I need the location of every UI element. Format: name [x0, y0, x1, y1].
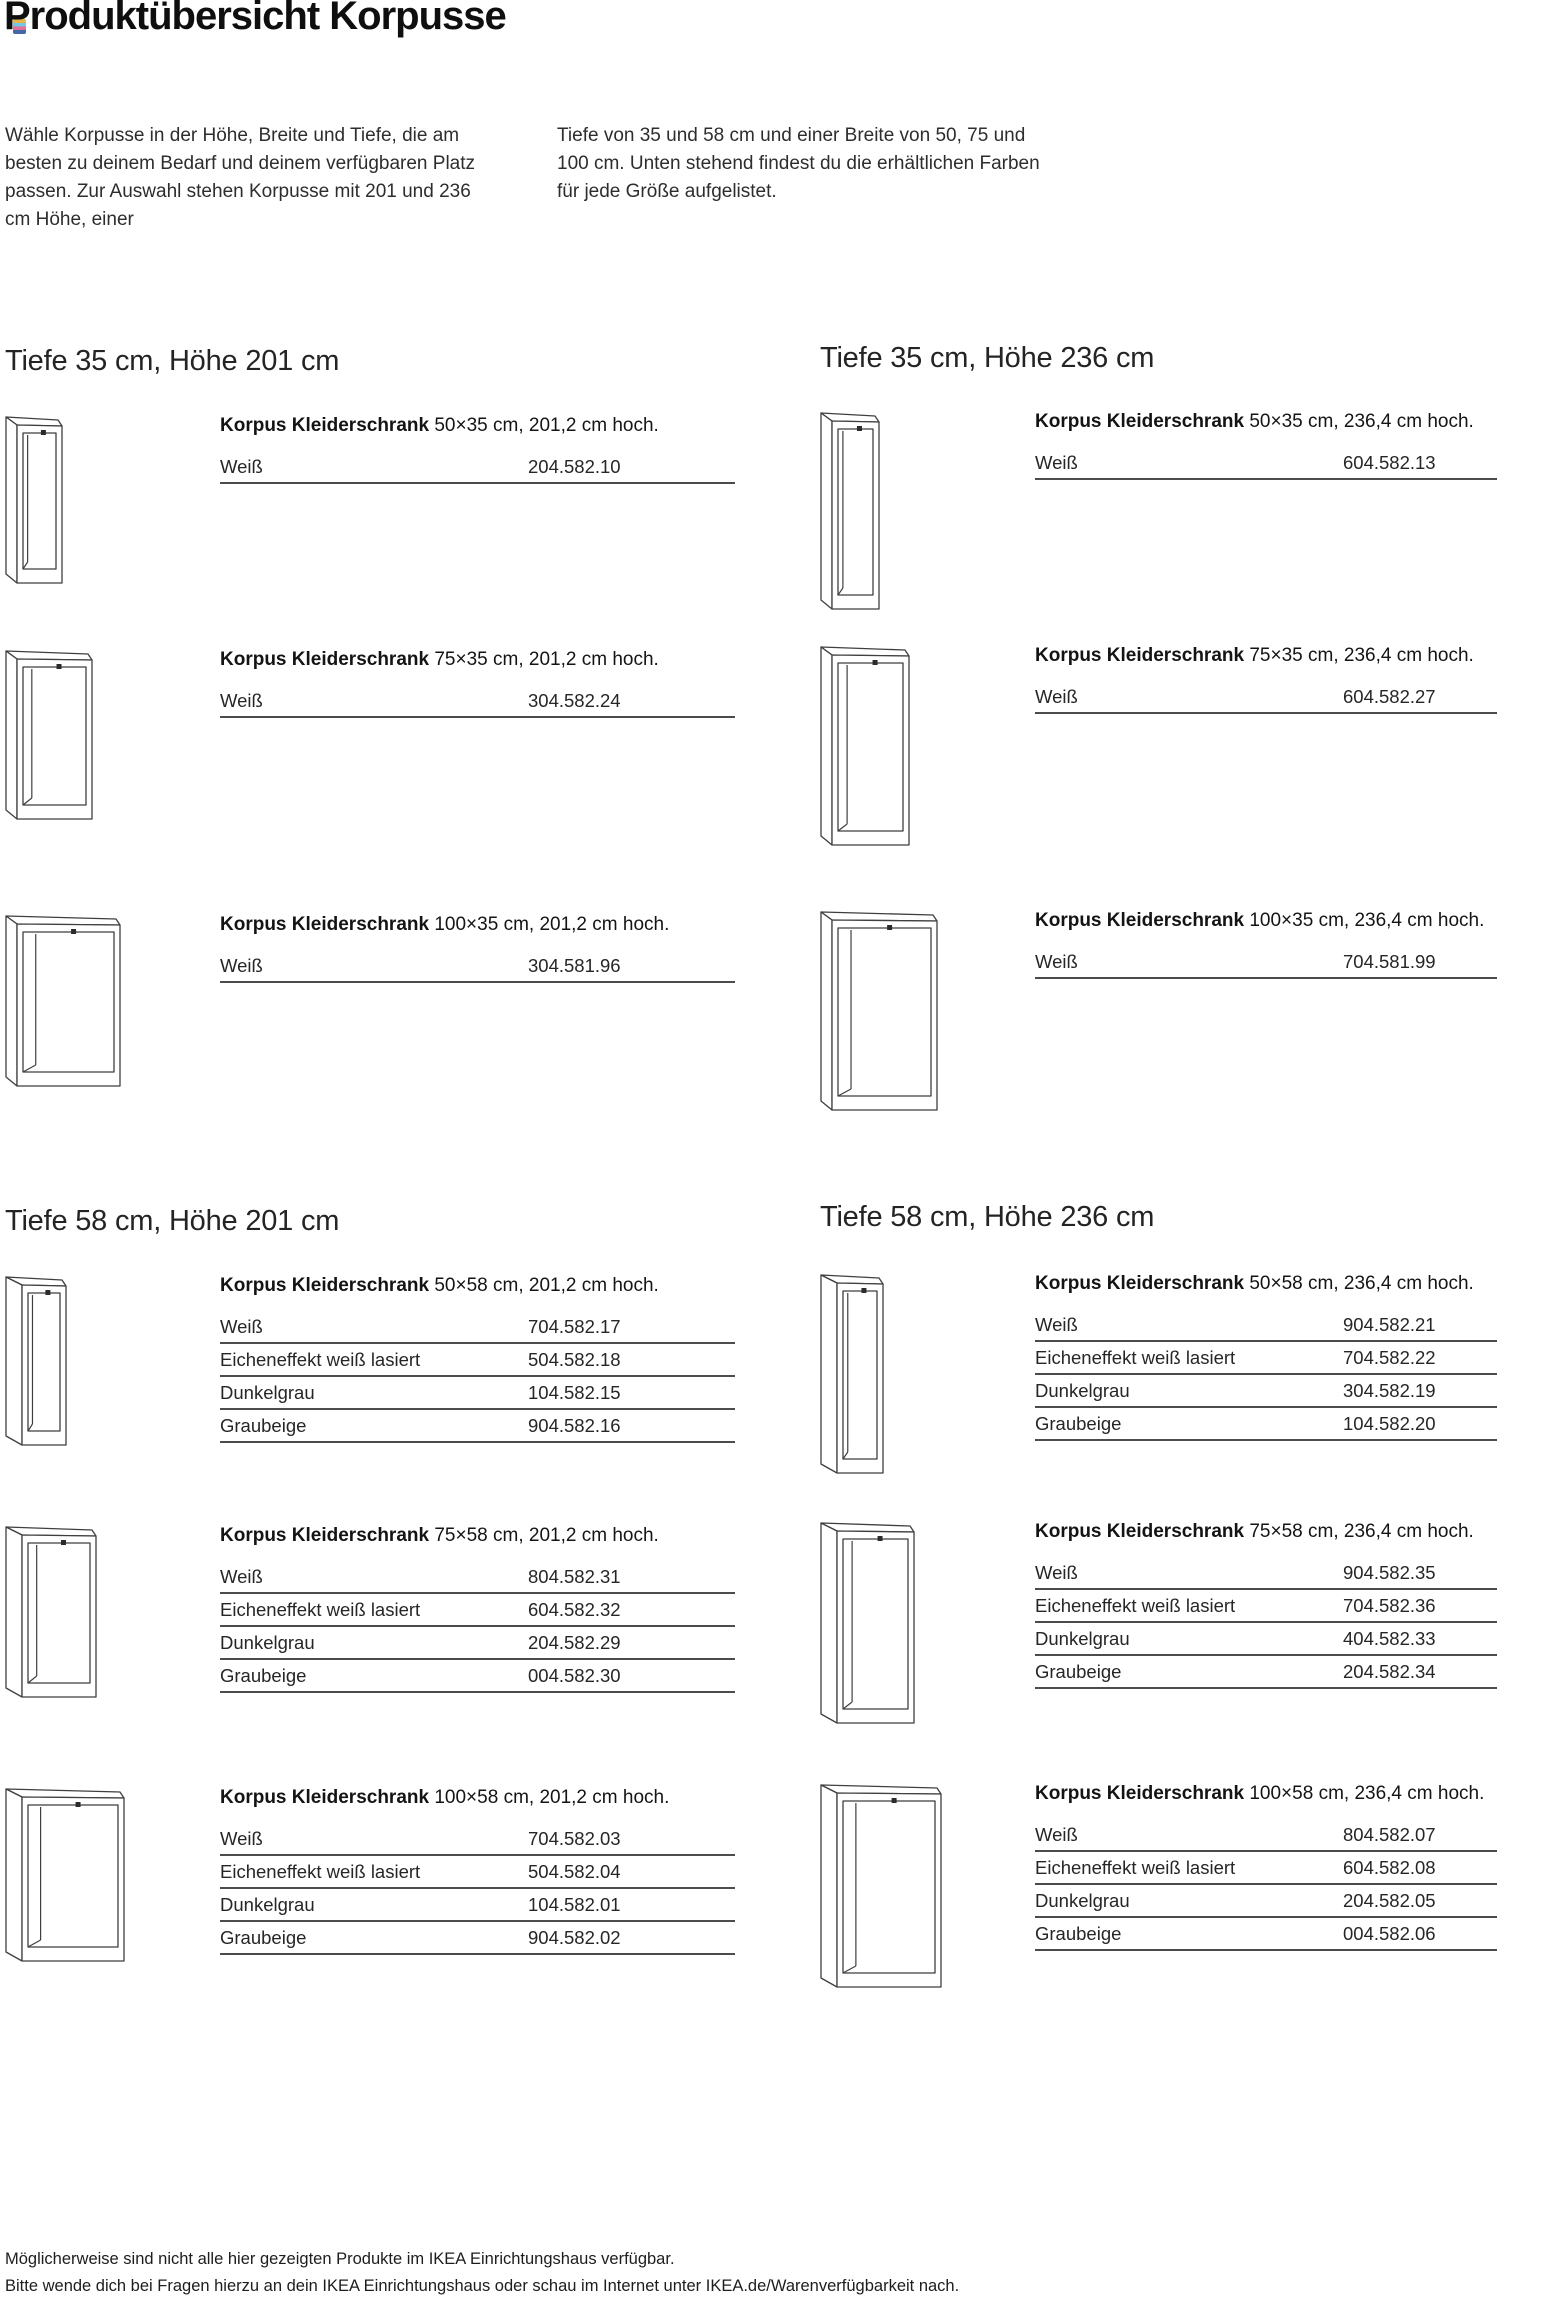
- wardrobe-frame-icon: [820, 1274, 884, 1479]
- product-title: [1035, 1782, 1497, 1819]
- color-label: Weiß: [1035, 686, 1078, 707]
- section-heading-t58-h201: Tiefe 58 cm, Höhe 201 cm: [5, 1205, 340, 1237]
- article-number: 204.582.10: [528, 456, 621, 477]
- article-number: 904.582.02: [528, 1927, 621, 1948]
- article-number: 604.582.08: [1343, 1857, 1436, 1878]
- footer-line: Möglicherweise sind nicht alle hier gezeigten Produkte im IKEA Einrichtungshaus verfügbar.: [5, 2250, 675, 2268]
- color-row: [220, 1410, 735, 1443]
- color-label: Weiß: [220, 690, 263, 711]
- color-row: [1035, 1342, 1497, 1375]
- product-name: Korpus Kleiderschrank: [220, 1787, 430, 1808]
- color-label: Dunkelgrau: [1035, 1890, 1130, 1911]
- footer: [5, 2246, 959, 2300]
- product-name: Korpus Kleiderschrank: [1035, 645, 1245, 666]
- wardrobe-frame-icon: [5, 1788, 125, 1967]
- color-label: Eicheneffekt weiß lasiert: [1035, 1347, 1236, 1368]
- color-label: Weiß: [1035, 1824, 1078, 1845]
- color-label: Eicheneffekt weiß lasiert: [1035, 1857, 1236, 1878]
- color-label: Eicheneffekt weiß lasiert: [1035, 1595, 1236, 1616]
- product-info: [220, 913, 735, 983]
- product-title: [220, 414, 735, 451]
- wardrobe-frame-icon: [5, 650, 93, 825]
- article-number: 604.582.13: [1343, 452, 1436, 473]
- color-row: [1035, 1375, 1497, 1408]
- product-info: [1035, 1520, 1497, 1689]
- article-number: 804.582.31: [528, 1566, 621, 1587]
- product-title: [1035, 1272, 1497, 1309]
- article-number: 104.582.15: [528, 1382, 621, 1403]
- product-info: [1035, 1272, 1497, 1441]
- product-title: [1035, 909, 1497, 946]
- color-row: [1035, 1918, 1497, 1951]
- color-row: [1035, 1656, 1497, 1689]
- product-title: [1035, 410, 1497, 447]
- article-number: 504.582.18: [528, 1349, 621, 1370]
- product-size: 50×58 cm, 201,2 cm hoch.: [434, 1275, 659, 1296]
- color-label: Dunkelgrau: [220, 1382, 315, 1403]
- footer-line: Bitte wende dich bei Fragen hierzu an dein IKEA Einrichtungshaus oder schau im Internet unter IKEA.de/Warenverfügbarkeit nach.: [5, 2277, 960, 2295]
- product-name: Korpus Kleiderschrank: [220, 1275, 430, 1296]
- product-name: Korpus Kleiderschrank: [220, 914, 430, 935]
- article-number: 004.582.06: [1343, 1923, 1436, 1944]
- product-title: [220, 648, 735, 685]
- color-label: Dunkelgrau: [1035, 1380, 1130, 1401]
- wardrobe-frame-icon: [5, 1276, 67, 1451]
- color-label: Weiß: [220, 456, 263, 477]
- article-number: 704.582.03: [528, 1828, 621, 1849]
- color-label: Weiß: [220, 1566, 263, 1587]
- color-row: [220, 1856, 735, 1889]
- color-label: Dunkelgrau: [220, 1894, 315, 1915]
- section-heading-t35-h236: Tiefe 35 cm, Höhe 236 cm: [820, 342, 1155, 374]
- wardrobe-frame-icon: [5, 416, 63, 589]
- article-number: 204.582.05: [1343, 1890, 1436, 1911]
- color-row: [1035, 1885, 1497, 1918]
- article-number: 704.581.99: [1343, 951, 1436, 972]
- product-title: [1035, 644, 1497, 681]
- color-row: [1035, 1309, 1497, 1342]
- color-row: [220, 1660, 735, 1693]
- product-name: Korpus Kleiderschrank: [220, 649, 430, 670]
- intro-paragraph-left: Wähle Korpusse in der Höhe, Breite und Tiefe, die am besten zu deinem Bedarf und deinem verfügbaren Platz passen. Zur Auswahl stehen Korpusse mit 201 und 236 cm Höhe, einer: [5, 125, 476, 230]
- article-number: 404.582.33: [1343, 1628, 1436, 1649]
- product-size: 75×35 cm, 236,4 cm hoch.: [1249, 645, 1474, 666]
- product-title: [220, 1786, 735, 1823]
- product-info: [220, 1274, 735, 1443]
- product-size: 100×58 cm, 201,2 cm hoch.: [434, 1787, 670, 1808]
- color-row: [220, 685, 735, 718]
- product-size: 75×58 cm, 201,2 cm hoch.: [434, 1525, 659, 1546]
- article-number: 204.582.29: [528, 1632, 621, 1653]
- color-row: [1035, 1590, 1497, 1623]
- color-row: [1035, 1408, 1497, 1441]
- article-number: 704.582.22: [1343, 1347, 1436, 1368]
- intro-paragraph-right: Tiefe von 35 und 58 cm und einer Breite von 50, 75 und 100 cm. Unten stehend findest du die erhältlichen Farben für jede Größe aufgelistet.: [557, 125, 1040, 202]
- wardrobe-frame-icon: [5, 1526, 97, 1703]
- product-name: Korpus Kleiderschrank: [1035, 910, 1245, 931]
- color-label: Graubeige: [220, 1665, 307, 1686]
- article-number: 704.582.36: [1343, 1595, 1436, 1616]
- product-size: 100×35 cm, 236,4 cm hoch.: [1249, 910, 1485, 931]
- section-heading-t35-h201: Tiefe 35 cm, Höhe 201 cm: [5, 345, 340, 377]
- color-row: [1035, 1819, 1497, 1852]
- color-label: Weiß: [1035, 1314, 1078, 1335]
- color-row: [220, 1889, 735, 1922]
- product-size: 75×35 cm, 201,2 cm hoch.: [434, 649, 659, 670]
- color-row: [220, 1344, 735, 1377]
- color-label: Graubeige: [1035, 1413, 1122, 1434]
- color-row: [1035, 1557, 1497, 1590]
- color-label: Graubeige: [220, 1415, 307, 1436]
- color-row: [220, 1561, 735, 1594]
- color-row: [1035, 681, 1497, 714]
- color-label: Graubeige: [1035, 1661, 1122, 1682]
- color-row: [220, 950, 735, 983]
- color-label: Weiß: [1035, 951, 1078, 972]
- color-row: [1035, 946, 1497, 979]
- color-label: Weiß: [1035, 452, 1078, 473]
- article-number: 004.582.30: [528, 1665, 621, 1686]
- wardrobe-frame-icon: [820, 911, 938, 1116]
- article-number: 104.582.01: [528, 1894, 621, 1915]
- article-number: 104.582.20: [1343, 1413, 1436, 1434]
- product-info: [220, 414, 735, 484]
- wardrobe-frame-icon: [820, 1522, 915, 1729]
- article-number: 604.582.32: [528, 1599, 621, 1620]
- color-label: Weiß: [220, 955, 263, 976]
- article-number: 904.582.16: [528, 1415, 621, 1436]
- color-row: [1035, 447, 1497, 480]
- article-number: 904.582.35: [1343, 1562, 1436, 1583]
- color-label: Weiß: [1035, 1562, 1078, 1583]
- color-label: Graubeige: [1035, 1923, 1122, 1944]
- product-info: [220, 648, 735, 718]
- product-size: 75×58 cm, 236,4 cm hoch.: [1249, 1521, 1474, 1542]
- product-size: 50×35 cm, 236,4 cm hoch.: [1249, 411, 1474, 432]
- color-label: Eicheneffekt weiß lasiert: [220, 1349, 421, 1370]
- product-size: 50×58 cm, 236,4 cm hoch.: [1249, 1273, 1474, 1294]
- color-label: Weiß: [220, 1828, 263, 1849]
- product-title: [220, 913, 735, 950]
- color-row: [220, 1311, 735, 1344]
- product-size: 50×35 cm, 201,2 cm hoch.: [434, 415, 659, 436]
- product-title: [220, 1274, 735, 1311]
- product-size: 100×35 cm, 201,2 cm hoch.: [434, 914, 670, 935]
- product-title: [220, 1524, 735, 1561]
- product-info: [1035, 909, 1497, 979]
- color-row: [220, 1377, 735, 1410]
- product-name: Korpus Kleiderschrank: [220, 1525, 430, 1546]
- article-number: 604.582.27: [1343, 686, 1436, 707]
- product-size: 100×58 cm, 236,4 cm hoch.: [1249, 1783, 1485, 1804]
- wardrobe-frame-icon: [820, 412, 880, 615]
- color-row: [220, 1627, 735, 1660]
- article-number: 504.582.04: [528, 1861, 621, 1882]
- article-number: 304.582.24: [528, 690, 621, 711]
- product-name: Korpus Kleiderschrank: [1035, 1273, 1245, 1294]
- color-row: [220, 1823, 735, 1856]
- color-label: Graubeige: [220, 1927, 307, 1948]
- product-info: [1035, 644, 1497, 714]
- article-number: 304.581.96: [528, 955, 621, 976]
- wardrobe-frame-icon: [820, 1784, 942, 1993]
- color-row: [220, 451, 735, 484]
- product-info: [1035, 1782, 1497, 1951]
- color-row: [1035, 1623, 1497, 1656]
- product-name: Korpus Kleiderschrank: [1035, 411, 1245, 432]
- product-info: [1035, 410, 1497, 480]
- color-row: [1035, 1852, 1497, 1885]
- color-label: Dunkelgrau: [1035, 1628, 1130, 1649]
- article-number: 804.582.07: [1343, 1824, 1436, 1845]
- article-number: 704.582.17: [528, 1316, 621, 1337]
- section-heading-t58-h236: Tiefe 58 cm, Höhe 236 cm: [820, 1201, 1155, 1233]
- color-label: Dunkelgrau: [220, 1632, 315, 1653]
- page-title: Produktübersicht Korpusse: [4, 0, 506, 38]
- wardrobe-frame-icon: [5, 915, 121, 1092]
- product-info: [220, 1786, 735, 1955]
- product-name: Korpus Kleiderschrank: [1035, 1521, 1245, 1542]
- product-name: Korpus Kleiderschrank: [220, 415, 430, 436]
- color-row: [220, 1922, 735, 1955]
- color-label: Weiß: [220, 1316, 263, 1337]
- product-info: [220, 1524, 735, 1693]
- product-title: [1035, 1520, 1497, 1557]
- color-label: Eicheneffekt weiß lasiert: [220, 1861, 421, 1882]
- article-number: 904.582.21: [1343, 1314, 1436, 1335]
- article-number: 204.582.34: [1343, 1661, 1436, 1682]
- article-number: 304.582.19: [1343, 1380, 1436, 1401]
- wardrobe-frame-icon: [820, 646, 910, 851]
- product-name: Korpus Kleiderschrank: [1035, 1783, 1245, 1804]
- color-row: [220, 1594, 735, 1627]
- color-label: Eicheneffekt weiß lasiert: [220, 1599, 421, 1620]
